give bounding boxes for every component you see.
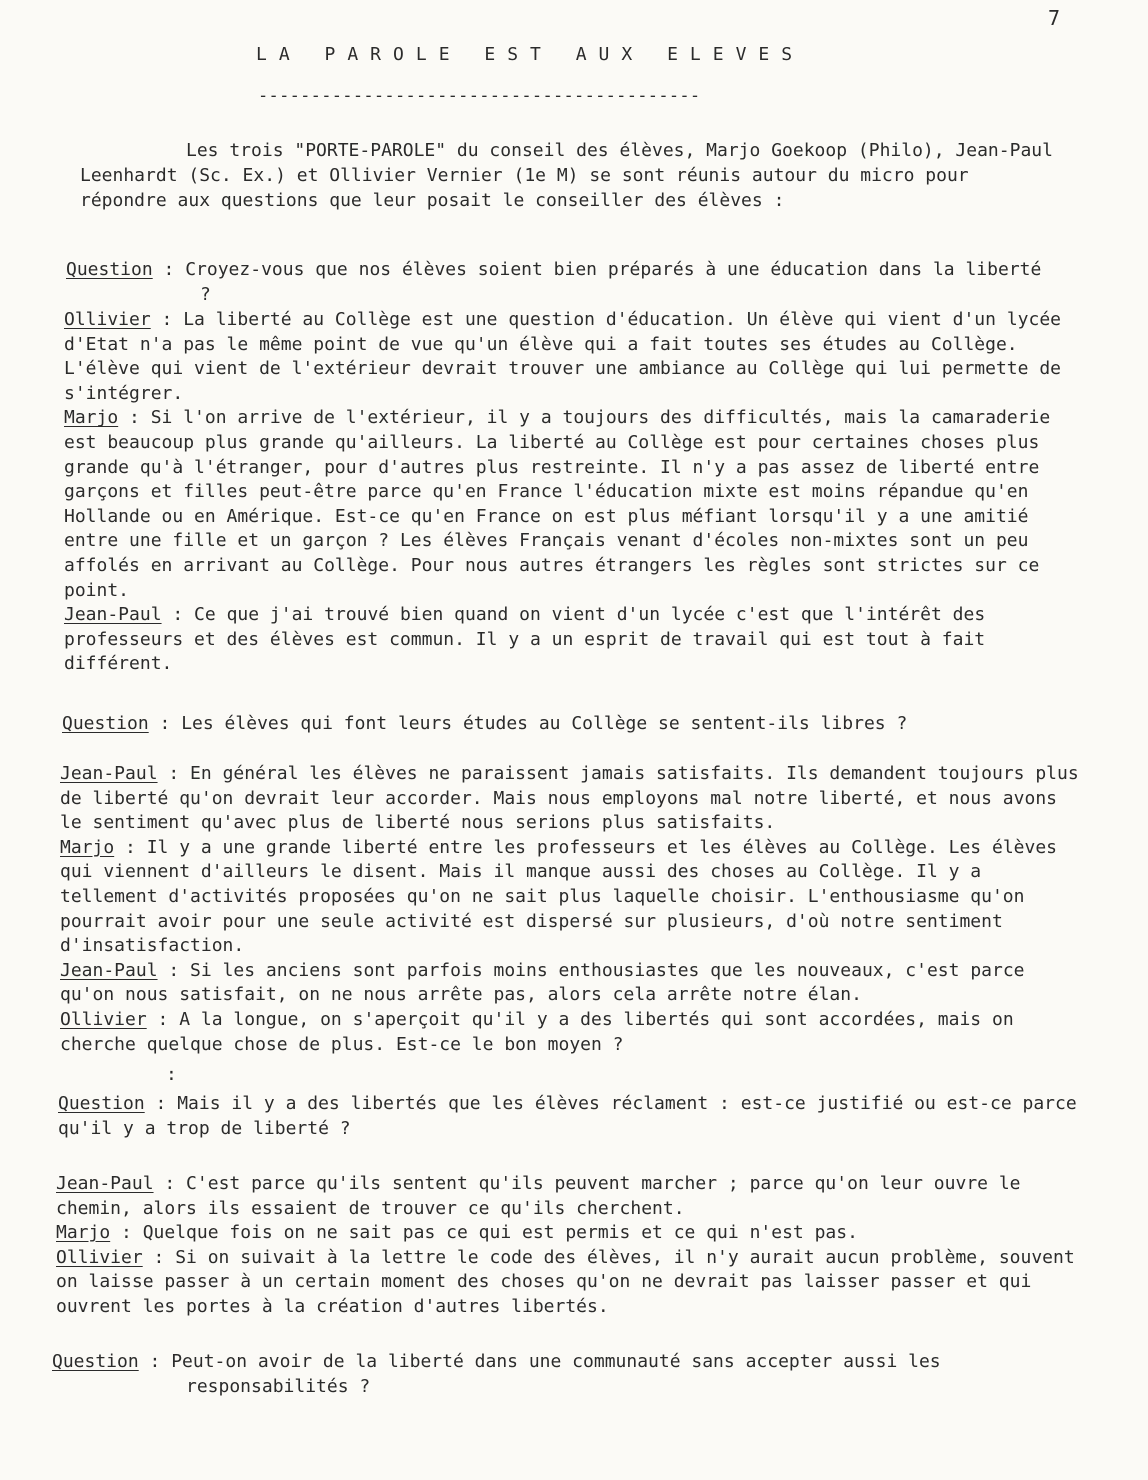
question-4 — [52, 1350, 1037, 1399]
question-2-line — [62, 713, 907, 734]
answer-text: : La liberté au Collège est une question d'éducation. Un élève qui vient d'un lycée d'Etat n'a pas le même point de vue qu'un élève qui a fait toutes ses études au Collège. L'élève qui vient de l'extérieur devrait trouver une ambiance au Collège qui lui permette de s'intégrer. — [64, 309, 1062, 404]
speaker-label: Ollivier — [60, 1008, 147, 1030]
speaker-label: Marjo — [64, 407, 119, 429]
answer-item — [64, 604, 985, 674]
speaker-label: Jean-Paul — [56, 1173, 154, 1194]
answer-item — [60, 837, 1057, 956]
answer-text: : C'est parce qu'ils sentent qu'ils peuvent marcher ; parce qu'on leur ouvre le chemin, alors ils essaient de trouver ce qu'ils cherchent. — [56, 1173, 1021, 1219]
answer-item — [56, 1222, 858, 1243]
answer-item — [60, 763, 1079, 833]
answer-item — [60, 1009, 1014, 1055]
answers-1 — [64, 308, 1076, 677]
answer-text: : Si on suivait à la lettre le code des élèves, il n'y aurait aucun problème, souvent on laisse passer à un certain moment des choses qu'on ne devrait pas laisser passer et qui ouvrent les portes à la création d'autres libertés. — [56, 1246, 1075, 1317]
question-text: : Mais il y a des libertés que les élèves réclament : est-ce justifié ou est-ce parce qu'il y a trop de liberté ? — [58, 1093, 1077, 1139]
speaker-label: Question — [52, 1351, 139, 1372]
answer-text: : Ce que j'ai trouvé bien quand on vient d'un lycée c'est que l'intérêt des professeurs et des élèves est commun. Il y a un esprit de travail qui est tout à fait différent. — [64, 604, 986, 675]
answer-item — [60, 960, 1025, 1006]
answer-item — [64, 407, 1050, 600]
stray-colon: : — [166, 1064, 177, 1085]
page-number: 7 — [1048, 6, 1061, 30]
answer-text: : Si l'on arrive de l'extérieur, il y a toujours des difficultés, mais la camaraderie est beaucoup plus grande qu'ailleurs. La liberté au Collège est pour certaines choses plus grande qu'à l'étranger, pour d'autres plus restreinte. Il n'y a pas assez de liberté entre garçons et filles peut-être parce qu'en France l'éducation mixte est moins répandue qu'en Hollande ou en Amérique. Est-ce qu'en France on est plus méfiant lorsqu'il y a une amitié entre une fille et un garçon ? Les élèves Français venant d'écoles non-mixtes sont un peu affolés en arrivant au Collège. Pour nous autres étrangers les règles sont strictes sur ce point. — [64, 407, 1051, 601]
page-title: LA PAROLE EST AUX ELEVES — [256, 44, 805, 65]
answer-text: : Quelque fois on ne sait pas ce qui est permis et ce qui n'est pas. — [110, 1222, 858, 1244]
speaker-label: Question — [58, 1093, 145, 1114]
question-3-line — [58, 1093, 1077, 1139]
question-3 — [58, 1092, 1078, 1141]
speaker-label: Ollivier — [64, 309, 151, 330]
question-2 — [62, 712, 1074, 737]
speaker-label: Marjo — [60, 836, 115, 858]
question-1 — [66, 258, 1051, 307]
intro-paragraph: Les trois "PORTE-PAROLE" du conseil des élèves, Marjo Goekoop (Philo), Jean-Paul Leenhardt (Sc. Ex.) et Ollivier Vernier (1e M) se sont réunis autour du micro pour répondre aux questions que leur posait le conseiller des élèves : — [80, 140, 1053, 211]
answers-2 — [60, 762, 1080, 1057]
question-1-line — [66, 258, 1051, 307]
speaker-label: Jean-Paul — [60, 959, 158, 981]
speaker-label: Jean-Paul — [60, 763, 158, 784]
answer-text: : A la longue, on s'aperçoit qu'il y a des libertés qui sont accordées, mais on cherche quelque chose de plus. Est-ce le bon moyen ? — [60, 1008, 1014, 1055]
speaker-label: Jean-Paul — [64, 604, 162, 626]
question-text: : Peut-on avoir de la liberté dans une communauté sans accepter aussi les responsabilités ? — [138, 1351, 941, 1397]
speaker-label: Ollivier — [56, 1246, 143, 1268]
answer-text: : Il y a une grande liberté entre les professeurs et les élèves au Collège. Les élèves qui viennent d'ailleurs le disent. Mais il manque aussi des choses au Collège. Il y a tellement d'activités proposées qu'on ne sait plus laquelle choisir. L'enthousiasme qu'on pourrait avoir pour une seule activité est dispersé sur plusieurs, d'où notre sentiment d'insatisfaction. — [60, 836, 1057, 957]
speaker-label: Marjo — [56, 1222, 111, 1244]
speaker-label: Question — [62, 713, 149, 734]
question-text: : Croyez-vous que nos élèves soient bien préparés à une éducation dans la liberté ? — [152, 259, 1042, 305]
answer-text: : En général les élèves ne paraissent jamais satisfaits. Ils demandent toujours plus de liberté qu'on devrait leur accorder. Mais nous employons mal notre liberté, et nous avons le sentiment qu'avec plus de liberté nous serions plus satisfaits. — [60, 763, 1079, 834]
answer-item — [56, 1173, 1021, 1219]
title-underline: ------------------------------------------ — [258, 86, 701, 106]
answer-item — [56, 1247, 1075, 1317]
question-text: : Les élèves qui font leurs études au Collège se sentent-ils libres ? — [148, 713, 908, 734]
speaker-label: Question — [66, 259, 153, 280]
question-4-line — [52, 1350, 1037, 1399]
answers-3 — [56, 1172, 1076, 1320]
answer-item — [64, 309, 1061, 404]
answer-text: : Si les anciens sont parfois moins enthousiastes que les nouveaux, c'est parce qu'on nous satisfait, on ne nous arrête pas, alors cela arrête notre élan. — [60, 959, 1025, 1006]
